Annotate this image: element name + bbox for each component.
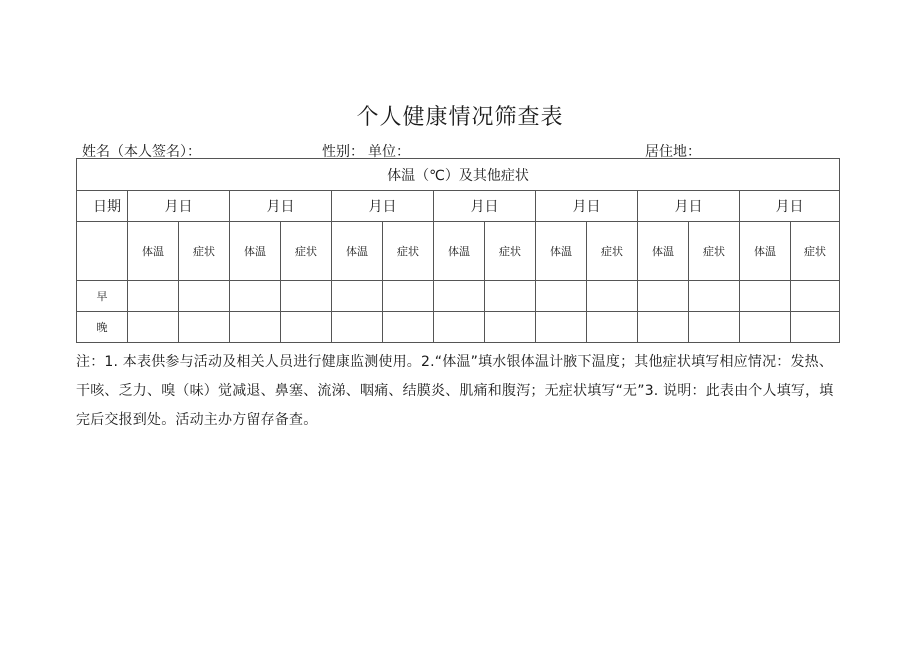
row-label-evening: 晚 <box>77 312 128 343</box>
temp-header: 体温 <box>638 222 689 281</box>
temp-header: 体温 <box>536 222 587 281</box>
note-text: 注：1. 本表供参与活动及相关人员进行健康监测使用。2.“体温”填水银体温计腋下温度；其他症状填写相应情况：发热、干咳、乏力、嗅（味）觉减退、鼻塞、流涕、咽痛、结膜炎、肌痛和腹泻；无症状填写“无”3. 说明：此表由个人填写，填完后交报到处。活动主办方留存备查。 <box>76 354 834 428</box>
sub-header-blank <box>77 222 128 281</box>
symptom-header: 症状 <box>791 222 840 281</box>
evening-symptom-cell[interactable] <box>281 312 332 343</box>
date-cell[interactable]: 月日 <box>638 191 740 222</box>
date-cell[interactable]: 月日 <box>332 191 434 222</box>
morning-symptom-cell[interactable] <box>281 281 332 312</box>
date-cell[interactable]: 月日 <box>740 191 840 222</box>
morning-temp-cell[interactable] <box>638 281 689 312</box>
morning-temp-cell[interactable] <box>128 281 179 312</box>
date-cell[interactable]: 月日 <box>536 191 638 222</box>
temp-header: 体温 <box>128 222 179 281</box>
unit-label: 单位： <box>368 144 410 160</box>
evening-symptom-cell[interactable] <box>485 312 536 343</box>
morning-symptom-cell[interactable] <box>179 281 230 312</box>
temp-header: 体温 <box>332 222 383 281</box>
symptom-header: 症状 <box>689 222 740 281</box>
gender-label: 性别： <box>322 144 364 160</box>
morning-symptom-cell[interactable] <box>383 281 434 312</box>
temp-header: 体温 <box>740 222 791 281</box>
temp-header: 体温 <box>434 222 485 281</box>
symptom-header: 症状 <box>383 222 434 281</box>
evening-symptom-cell[interactable] <box>179 312 230 343</box>
evening-symptom-cell[interactable] <box>689 312 740 343</box>
evening-temp-cell[interactable] <box>740 312 791 343</box>
evening-symptom-cell[interactable] <box>383 312 434 343</box>
morning-temp-cell[interactable] <box>230 281 281 312</box>
morning-symptom-cell[interactable] <box>485 281 536 312</box>
table-header: 体温（℃）及其他症状 <box>77 159 840 191</box>
morning-temp-cell[interactable] <box>740 281 791 312</box>
date-cell[interactable]: 月日 <box>230 191 332 222</box>
evening-temp-cell[interactable] <box>638 312 689 343</box>
evening-symptom-cell[interactable] <box>587 312 638 343</box>
symptom-header: 症状 <box>587 222 638 281</box>
evening-temp-cell[interactable] <box>434 312 485 343</box>
morning-symptom-cell[interactable] <box>791 281 840 312</box>
date-cell[interactable]: 月日 <box>128 191 230 222</box>
morning-symptom-cell[interactable] <box>587 281 638 312</box>
date-cell[interactable]: 月日 <box>434 191 536 222</box>
symptom-header: 症状 <box>485 222 536 281</box>
evening-temp-cell[interactable] <box>230 312 281 343</box>
morning-temp-cell[interactable] <box>332 281 383 312</box>
evening-symptom-cell[interactable] <box>791 312 840 343</box>
morning-temp-cell[interactable] <box>434 281 485 312</box>
evening-temp-cell[interactable] <box>332 312 383 343</box>
name-label: 姓名（本人签名）： <box>82 144 201 160</box>
symptom-header: 症状 <box>179 222 230 281</box>
morning-temp-cell[interactable] <box>536 281 587 312</box>
row-label-morning: 早 <box>77 281 128 312</box>
temp-header: 体温 <box>230 222 281 281</box>
address-label: 居住地： <box>645 144 701 160</box>
page-title: 个人健康情况筛查表 <box>356 105 564 130</box>
health-table <box>76 158 840 343</box>
symptom-header: 症状 <box>281 222 332 281</box>
date-label: 日期 <box>77 191 128 222</box>
evening-temp-cell[interactable] <box>128 312 179 343</box>
morning-symptom-cell[interactable] <box>689 281 740 312</box>
evening-temp-cell[interactable] <box>536 312 587 343</box>
